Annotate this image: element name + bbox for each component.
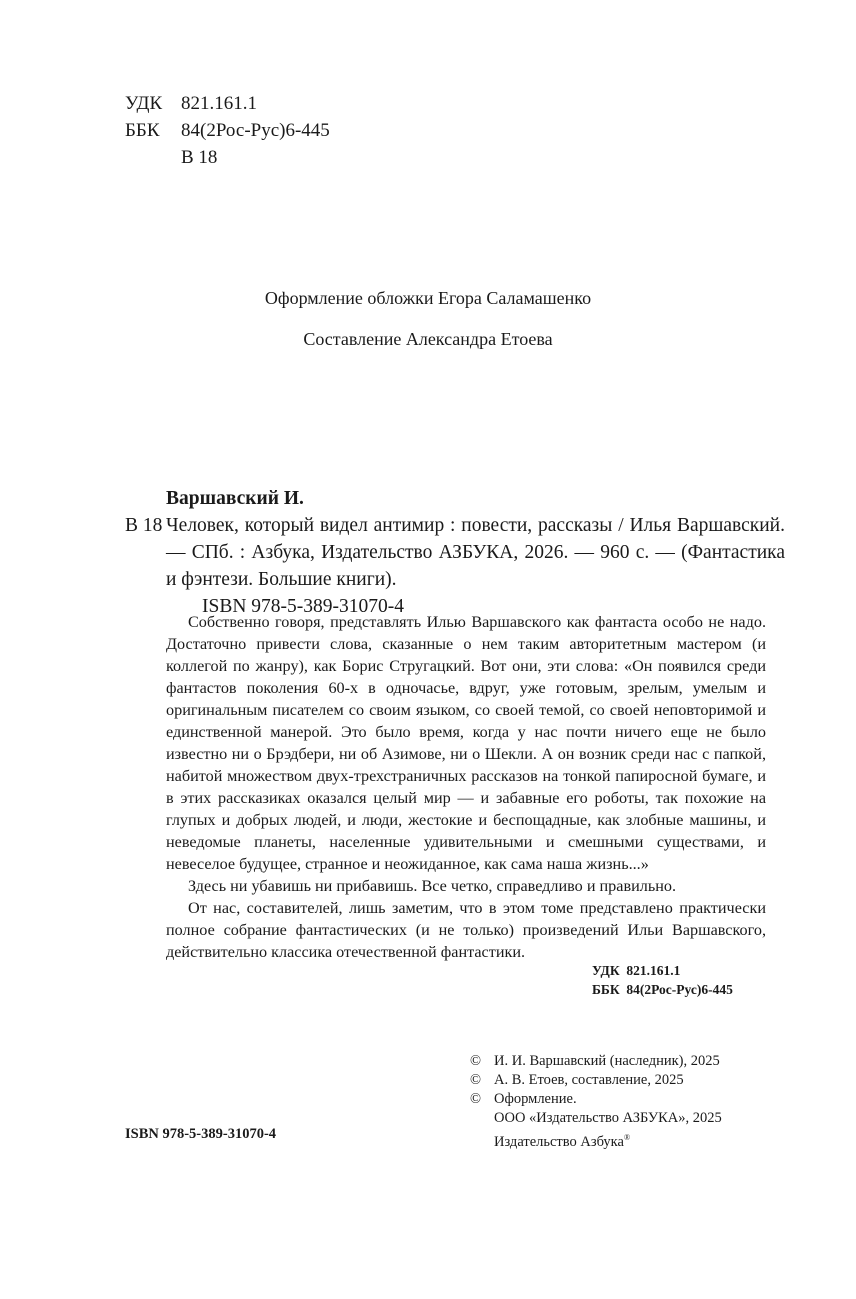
udk-footer: УДК 821.161.1 [592,963,681,978]
classification-header [125,90,330,171]
copyright-line [470,1090,722,1109]
copyright-text: И. И. Варшавский (наследник), 2025 [494,1053,720,1069]
copyright-line [470,1071,722,1090]
bib-code: В 18 [125,515,163,536]
registered-mark-icon: ® [623,1133,631,1142]
udk-label: УДК [125,93,163,114]
author-mark: В 18 [181,147,218,168]
bib-isbn: ISBN 978-5-389-31070-4 [202,596,405,617]
udk-row [125,90,330,117]
bibliographic-record [125,485,785,620]
copyright-text: А. В. Етоев, составление, 2025 [494,1072,684,1088]
bib-author: Варшавский И. [166,488,304,509]
compilation-credit: Составление Александра Етоева [303,329,553,349]
annotation-paragraph: Собственно говоря, представлять Илью Варшавского как фантаста особо не надо. Достаточно привести слова, сказанные о нем таким авторитетным мастером (и коллегой по жанру), как Борис Стругацкий. Вот они, эти слова: «Он появился среди фантастов поколения 60-х в одночасье, вдруг, уже готовым, зрелым, умелым и оригинальным писателем со своим языком, со своей темой, со своей неповторимой и единственной манерой. Это было время, когда у нас почти ничего еще не было известно ни о Брэдбери, ни об Азимове, ни о Шекли. А он возник среди нас с папкой, набитой множеством двух-трехстраничных рассказов на тонкой папиросной бумаге, и в этих рассказиках оказался целый мир — и забавные его роботы, так похожие на глупых и добрых людей, и люди, жестокие и беспощадные, как злобные машины, и неведомые планеты, населенные удивительными и смешными существами, и невеселое будущее, странное и неожиданное, как сама наша жизнь...» [166,613,766,873]
bbk-label: ББК [125,120,160,141]
annotation-paragraph: Здесь ни убавишь ни прибавишь. Все четко, справедливо и правильно. [188,877,677,895]
copyright-icon: © [470,1072,482,1088]
copyright-icon: © [470,1091,482,1107]
classification-footer [592,961,733,999]
publisher-line: ООО «Издательство АЗБУКА», 2025 [494,1110,722,1126]
bbk-value: 84(2Рос-Рус)6-445 [181,120,330,141]
copyright-icon: © [470,1053,482,1069]
isbn-footer: ISBN 978-5-389-31070-4 [125,1126,277,1142]
copyright-text: Оформление. [494,1091,577,1107]
bbk-footer: ББК 84(2Рос-Рус)6-445 [592,982,733,997]
bib-description: Человек, который видел антимир : повести, рассказы / Илья Варшавский. — СПб. : Азбука, Издательство АЗБУКА, 2026. — 960 с. — (Фантастика и фэнтези. Большие книги). [166,515,785,590]
publisher-brand-line [470,1128,722,1152]
bbk-row [125,117,330,144]
copyright-block [470,1052,722,1152]
bib-entry [125,512,785,593]
udk-value: 821.161.1 [181,93,257,114]
cover-design-credit: Оформление обложки Егора Саламашенко [264,288,592,308]
publisher-brand: Издательство Азбука [494,1133,624,1150]
copyright-line [470,1052,722,1071]
annotation [166,611,766,963]
annotation-paragraph: От нас, составителей, лишь заметим, что в этом томе представлено практически полное собрание фантастических (и не только) произведений Ильи Варшавского, действительно классика отечественной фантастики. [166,899,766,961]
